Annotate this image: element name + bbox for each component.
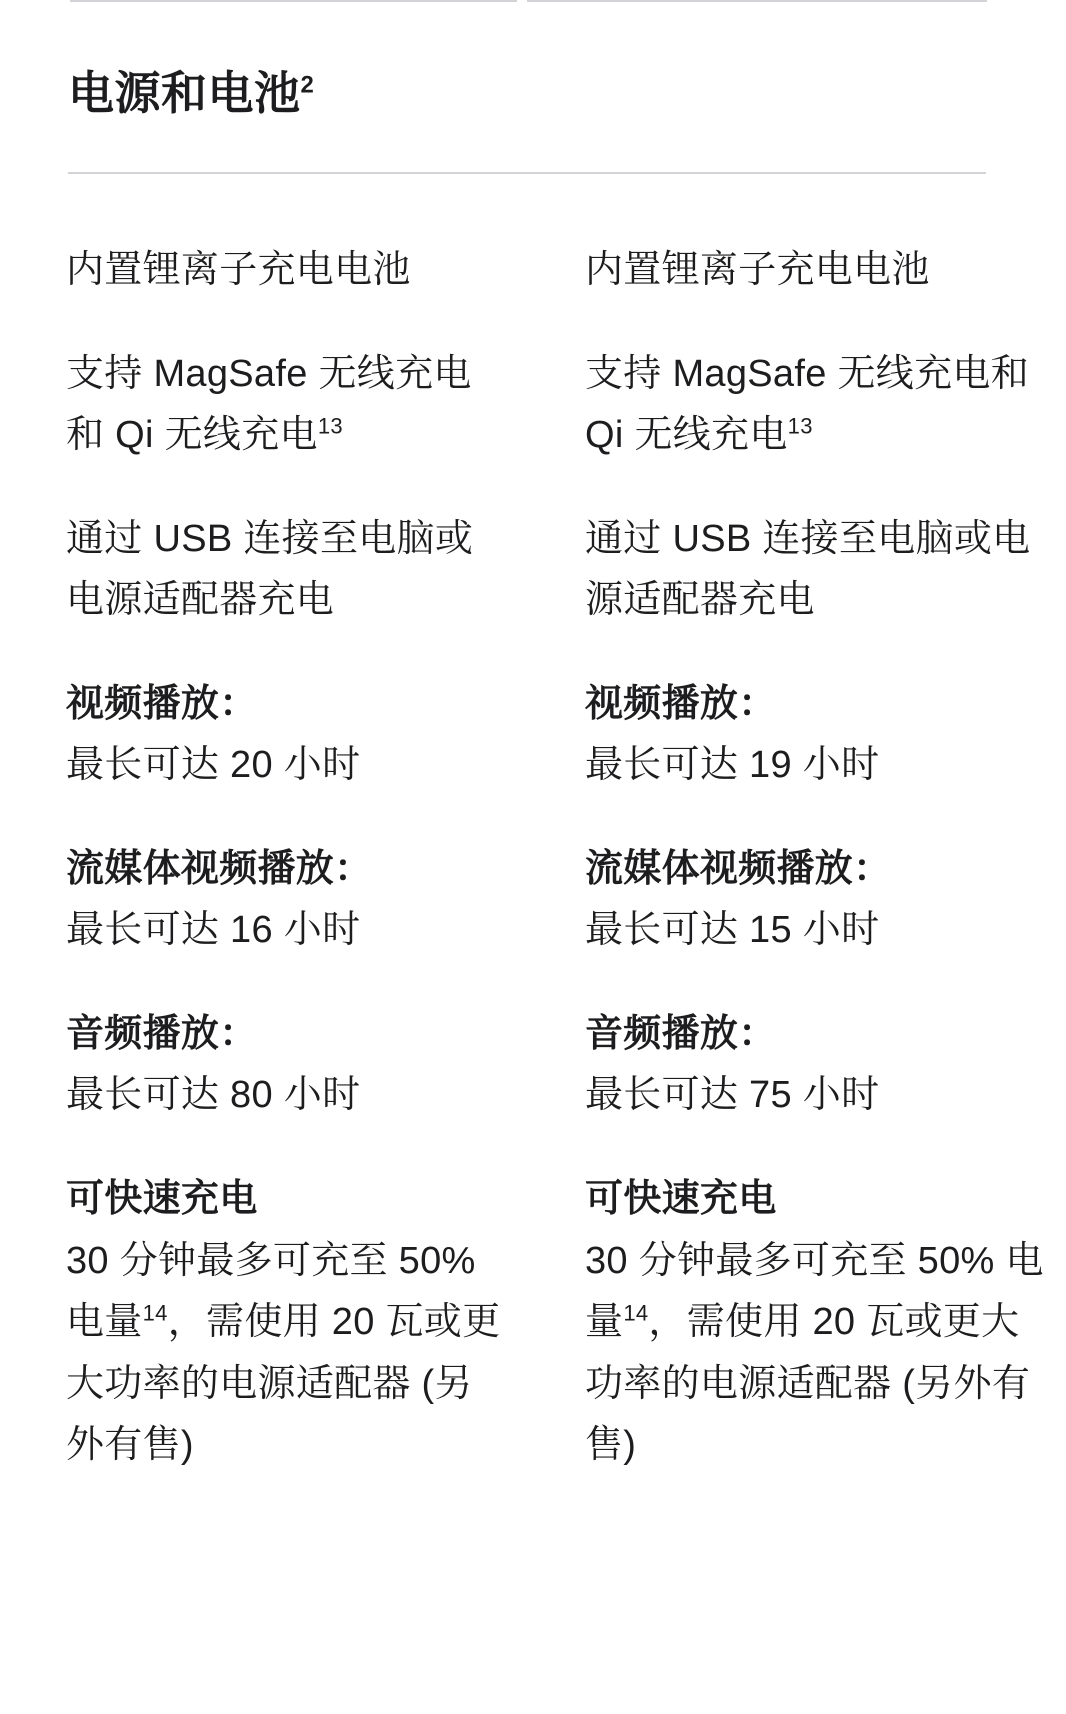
page-title-footnote: 2 (300, 71, 315, 99)
spec-columns (0, 240, 1066, 1477)
spec-value-footnote: 14 (623, 1300, 649, 1326)
spec-item (585, 839, 1046, 962)
spec-label: 流媒体视频播放： (66, 847, 373, 890)
spec-item (585, 509, 1046, 632)
spec-label: 音频播放： (585, 1012, 777, 1055)
top-divider-left (70, 0, 517, 2)
spec-value: 30 分钟最多可充至 50% 电量$^{14}$，需使用 20 瓦或更大功率的电源适配器 (另外有售) (585, 1239, 1044, 1467)
spec-text: 内置锂离子充电电池 (585, 249, 930, 291)
spec-item (66, 344, 507, 467)
spec-item (66, 1169, 507, 1477)
spec-item (585, 1004, 1046, 1127)
spec-item (585, 1169, 1046, 1477)
top-divider-group (0, 0, 1066, 3)
page-title-text: 电源和电池 (68, 67, 301, 120)
spec-text: 内置锂离子充电电池 (66, 249, 411, 291)
spec-value-tail: ，需使用 20 瓦或更大功率的电源适配器 (另外有售) (66, 1301, 501, 1467)
spec-text: 通过 USB 连接至电脑或电源适配器充电 (66, 517, 474, 622)
spec-item (66, 509, 507, 632)
spec-label: 视频播放： (585, 682, 777, 725)
spec-item (66, 839, 507, 962)
spec-value: 最长可达 16 小时 (66, 909, 361, 952)
spec-value-tail: ，需使用 20 瓦或更大功率的电源适配器 (另外有售) (585, 1301, 1031, 1467)
spec-label: 可快速充电 (585, 1178, 777, 1221)
spec-item (66, 240, 507, 302)
spec-text: 支持 MagSafe 无线充电和 Qi 无线充电$^{13}$ (585, 352, 1030, 457)
top-divider-right (527, 0, 987, 2)
spec-footnote: 13 (317, 413, 343, 439)
spec-item (66, 674, 507, 797)
page-title (68, 66, 314, 121)
spec-footnote: 13 (787, 413, 813, 439)
spec-column-right (527, 240, 1066, 1477)
title-divider (68, 172, 986, 174)
spec-value: 最长可达 80 小时 (66, 1074, 361, 1117)
spec-value-footnote: 14 (142, 1300, 168, 1326)
spec-item (585, 240, 1046, 302)
spec-column-left (0, 240, 527, 1477)
spec-value: 最长可达 75 小时 (585, 1074, 880, 1117)
spec-value: 最长可达 19 小时 (585, 744, 880, 787)
spec-item (585, 674, 1046, 797)
spec-label: 流媒体视频播放： (585, 847, 892, 890)
spec-value: 最长可达 20 小时 (66, 744, 361, 787)
spec-text: 支持 MagSafe 无线充电和 Qi 无线充电$^{13}$ (66, 352, 472, 457)
spec-value: 最长可达 15 小时 (585, 909, 880, 952)
spec-value: 30 分钟最多可充至 50% 电量$^{14}$，需使用 20 瓦或更大功率的电源适配器 (另外有售) (66, 1239, 501, 1467)
spec-label: 音频播放： (66, 1012, 258, 1055)
spec-item (585, 344, 1046, 467)
spec-label: 可快速充电 (66, 1178, 258, 1221)
spec-text: 通过 USB 连接至电脑或电源适配器充电 (585, 517, 1031, 622)
spec-label: 视频播放： (66, 682, 258, 725)
spec-item (66, 1004, 507, 1127)
